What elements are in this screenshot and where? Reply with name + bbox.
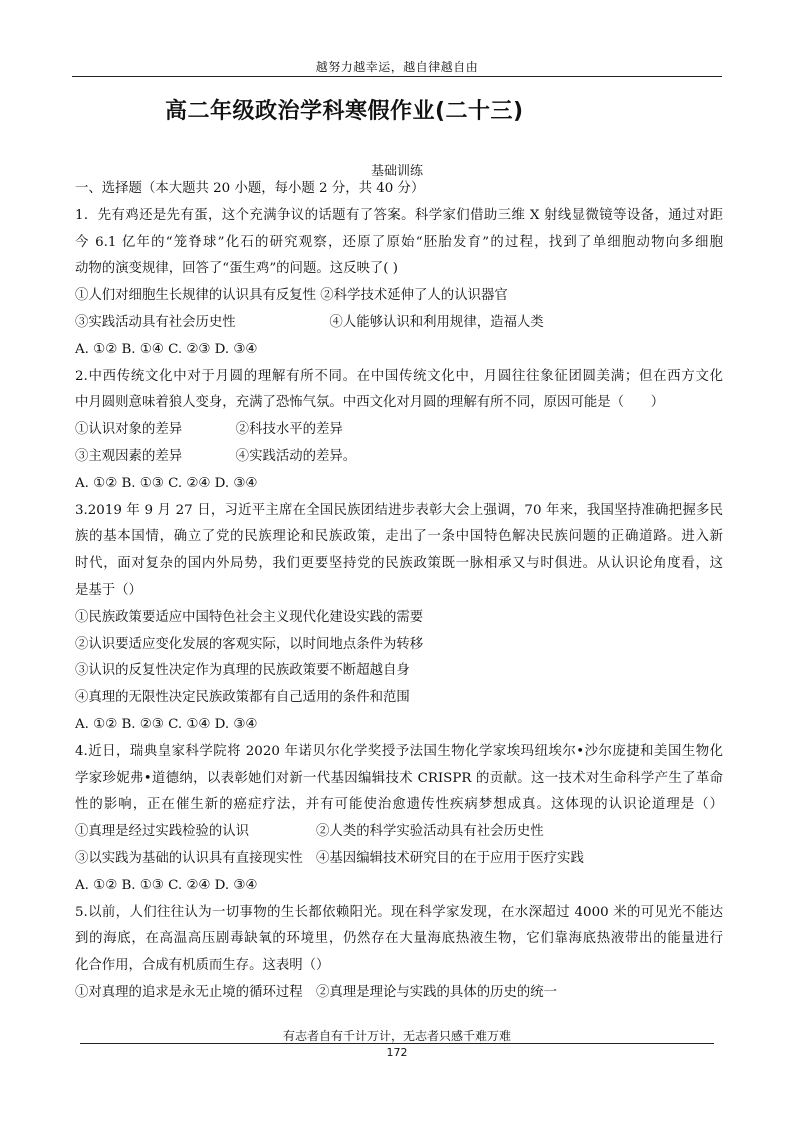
option-line: ①人们对细胞生长规律的认识具有反复性 ②科学技术延伸了人的认识器官 xyxy=(75,288,508,304)
option-line: ③认识的反复性决定作为真理的民族政策要不断超越自身 xyxy=(75,663,410,679)
header-motto: 越努力越幸运，越自律越自由 xyxy=(315,60,479,74)
question-content xyxy=(75,176,723,1007)
text-line: 学家珍妮弗•道德纳，以表彰她们对新一代基因编辑技术 CRISPR 的贡献。这一技术对生命科学产生了革命 xyxy=(75,770,723,786)
option-line: ②认识要适应变化发展的客观实际，以时间地点条件为转移 xyxy=(75,636,424,652)
text-line: 一、选择题（本大题共 20 小题，每小题 2 分，共 40 分） xyxy=(75,181,425,196)
text-line: 性的影响，正在催生新的癌症疗法，并有可能使治愈遗传性疾病梦想成真。这体现的认识论道理是（） xyxy=(75,797,723,813)
text-line: 族的基本国情，确立了党的民族理论和民族政策，走出了一条中国特色解决民族问题的正确道路。进入新 xyxy=(75,529,723,545)
text-line: 4.近日，瑞典皇家科学院将 2020 年诺贝尔化学奖授予法国生物化学家埃玛纽埃尔•沙尔庞捷和美国生物化 xyxy=(75,743,723,759)
text-line: 到的海底，在高温高压剧毒缺氧的环境里，仍然存在大量海底热液生物，它们靠海底热液带出的能量进行 xyxy=(75,931,723,947)
option-line: ④真理的无限性决定民族政策都有自己适用的条件和范围 xyxy=(75,690,410,706)
header-rule xyxy=(72,76,722,77)
option-line: ①民族政策要适应中国特色社会主义现代化建设实践的需要 xyxy=(75,609,424,625)
text-line: 2.中西传统文化中对于月圆的理解有所不同。在中国传统文化中，月圆往往象征团圆美满；但在西方文化 xyxy=(75,368,723,384)
text-line: 5.以前，人们往往认为一切事物的生长都依赖阳光。现在科学家发现，在水深超过 4000 米的可见光不能达 xyxy=(75,904,723,920)
page-number: 172 xyxy=(386,1046,408,1059)
option-line: ③主观因素的差异 ④实践活动的差异。 xyxy=(75,448,357,464)
section-title: 基础训练 xyxy=(370,164,423,179)
option-line: ①对真理的追求是永无止境的循环过程 ②真理是理论与实践的具体的历史的统一 xyxy=(75,984,558,1000)
footer-motto: 有志者自有千计万计，无志者只感千难万难 xyxy=(282,1029,511,1043)
text-line: 1．先有鸡还是先有蛋，这个充满争议的话题有了答案。科学家们借助三维 X 射线显微镜等设备，通过对距 xyxy=(75,207,723,223)
text-line: 今 6.1 亿年的“笼脊球”化石的研究观察，还原了原始“胚胎发育”的过程，找到了单细胞动物向多细胞 xyxy=(75,234,723,250)
answer-choices: A. ①② B. ①③ C. ②④ D. ③④ xyxy=(75,475,258,491)
option-line: ①真理是经过实践检验的认识 ②人类的科学实验活动具有社会历史性 xyxy=(75,824,544,840)
option-line: ①认识对象的差异 ②科技水平的差异 xyxy=(75,422,343,438)
option-line: ③以实践为基础的认识具有直接现实性 ④基因编辑技术研究目的在于应用于医疗实践 xyxy=(75,850,584,866)
text-line: 化合作用，合成有机质而生存。这表明（） xyxy=(75,958,330,974)
footer-rule xyxy=(80,1043,714,1044)
document-title: 高二年级政治学科寒假作业(二十三) xyxy=(165,99,524,124)
text-line: 中月圆则意味着狼人变身，充满了恐怖气氛。中西文化对月圆的理解有所不同，原因可能是（ ） xyxy=(75,395,665,411)
text-line: 是基于（） xyxy=(75,582,142,598)
answer-choices: A. ①② B. ②③ C. ①④ D. ③④ xyxy=(75,716,258,732)
text-line: 时代，面对复杂的国内外局势，我们更要坚持党的民族政策既一脉相承又与时俱进。从认识论角度看，这 xyxy=(75,556,723,572)
option-line: ③实践活动具有社会历史性 ④人能够认识和利用规律，造福人类 xyxy=(75,314,544,330)
text-line: 3.2019 年 9 月 27 日，习近平主席在全国民族团结进步表彰大会上强调，70 年来，我国坚持准确把握多民 xyxy=(75,502,723,518)
answer-choices: A. ①② B. ①④ C. ②③ D. ③④ xyxy=(75,341,258,357)
answer-choices: A. ①② B. ①③ C. ②④ D. ③④ xyxy=(75,877,258,893)
text-line: 动物的演变规律，回答了“蛋生鸡”的问题。这反映了( ) xyxy=(75,261,398,277)
